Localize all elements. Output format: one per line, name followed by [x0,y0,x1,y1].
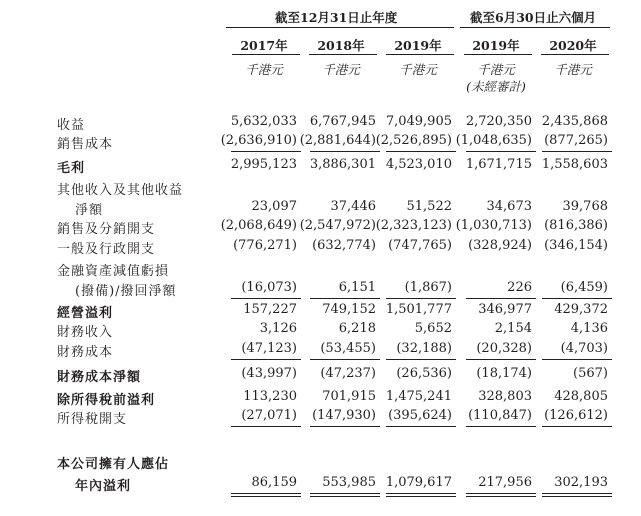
row-value: (877,265) [544,133,608,148]
year-rule-5 [541,54,609,55]
row-value: (567) [573,366,608,381]
row-label: 財務收入 [57,325,114,340]
year-header-2018: 2018年 [317,38,365,53]
year-header-2019-interim: 2019年 [472,38,520,53]
row-value: (32,188) [396,341,452,356]
row-label: 經營溢利 [57,306,114,321]
row-value: 6,218 [338,321,376,336]
row-value: 2,995,123 [230,157,297,172]
row-value: 23,097 [251,199,297,214]
row-value: (1,030,713) [455,218,532,233]
row-value: (47,123) [241,341,297,356]
total-rule [386,298,456,299]
row-value: 3,126 [259,321,297,336]
total-rule [310,151,380,152]
row-value: 302,193 [554,475,608,490]
year-rule-4 [464,54,532,55]
row-value: (16,073) [241,280,297,295]
row-value: (747,765) [388,238,452,253]
row-value: (43,997) [241,366,297,381]
row-value: (6,459) [560,280,608,295]
total-rule [466,298,536,299]
total-rule [542,298,612,299]
total-rule [466,151,536,152]
total-rule [542,426,612,427]
row-value: (2,881,644) [299,133,376,148]
row-label: 年內溢利 [75,479,132,494]
unit-header: 千港元 [245,62,283,77]
row-value: (53,455) [320,341,376,356]
row-value: 4,136 [570,321,608,336]
unit-header: 千港元 [399,62,437,77]
row-value: (26,536) [396,366,452,381]
row-label: 除所得稅前溢利 [57,393,156,408]
row-value: (1,867) [404,280,452,295]
row-value: 2,154 [494,321,532,336]
row-value: (147,930) [312,408,376,423]
row-value: 7,049,905 [385,114,452,129]
row-value: 1,475,241 [385,389,452,404]
total-rule [542,493,612,494]
row-value: (2,323,123) [375,218,452,233]
row-value: 86,159 [251,475,297,490]
row-label: 其他收入及其他收益 [57,183,184,198]
row-value: 226 [507,280,532,295]
row-value: 34,673 [486,199,532,214]
row-label: 所得稅開支 [57,412,128,427]
total-rule [386,359,456,360]
total-rule [231,151,301,152]
row-label: (撥備)/撥回淨額 [75,284,177,299]
total-rule [386,496,456,497]
total-rule [310,298,380,299]
row-value: 4,523,010 [385,157,452,172]
total-rule [310,493,380,494]
total-rule [386,493,456,494]
row-value: 157,227 [243,302,297,317]
total-rule [542,359,612,360]
total-rule [466,496,536,497]
row-value: 6,767,945 [309,114,376,129]
total-rule [310,426,380,427]
total-rule [231,493,301,494]
unit-header: 千港元 [554,62,592,77]
total-rule [466,359,536,360]
row-value: (27,071) [241,408,297,423]
row-label: 財務成本淨額 [57,370,142,385]
row-value: 113,230 [243,389,297,404]
row-label: 本公司擁有人應佔 [57,457,170,472]
year-header-2017: 2017年 [240,38,288,53]
row-value: 428,805 [554,389,608,404]
total-rule [231,298,301,299]
year-rule-1 [232,54,300,55]
row-value: (776,271) [233,238,297,253]
row-value: 51,522 [406,199,452,214]
row-value: 2,720,350 [465,114,532,129]
total-rule [386,426,456,427]
row-value: (328,924) [468,238,532,253]
year-rule-2 [309,54,377,55]
header-group-interim: 截至6月30日止六個月 [470,10,597,25]
row-value: (632,774) [312,238,376,253]
row-label: 收益 [57,118,86,133]
row-value: (18,174) [476,366,532,381]
row-value: 2,435,868 [541,114,608,129]
row-value: 3,886,301 [309,157,376,172]
total-rule [310,359,380,360]
total-rule [231,359,301,360]
row-label: 金融資產減值虧損 [57,264,170,279]
row-value: (1,048,635) [455,133,532,148]
total-rule [231,496,301,497]
row-label: 淨額 [75,203,104,218]
row-value: (2,547,972) [299,218,376,233]
row-value: (110,847) [468,408,532,423]
row-value: 553,985 [322,475,376,490]
row-value: (816,386) [544,218,608,233]
row-label: 財務成本 [57,345,114,360]
total-rule [466,426,536,427]
header-group-interim-rule [460,27,610,28]
row-label: 銷售及分銷開支 [57,222,156,237]
header-group-annual: 截至12月31日止年度 [275,10,398,25]
row-value: 1,079,617 [385,475,452,490]
total-rule [231,426,301,427]
row-value: 749,152 [322,302,376,317]
row-value: 1,501,777 [385,302,452,317]
row-value: (20,328) [476,341,532,356]
row-value: 217,956 [478,475,532,490]
total-rule [542,496,612,497]
row-value: (126,612) [544,408,608,423]
total-rule [310,496,380,497]
row-value: 37,446 [330,199,376,214]
row-value: 429,372 [554,302,608,317]
unit-header: 千港元 [322,62,360,77]
row-value: (2,526,895) [375,133,452,148]
row-value: 39,768 [562,199,608,214]
row-value: 1,558,603 [541,157,608,172]
row-label: 銷售成本 [57,137,114,152]
row-label: 毛利 [57,161,86,176]
unit-header: 千港元 [477,62,515,77]
total-rule [466,493,536,494]
row-value: 328,803 [478,389,532,404]
row-value: 1,671,715 [465,157,532,172]
row-value: (395,624) [388,408,452,423]
row-value: 5,652 [414,321,452,336]
row-value: (2,068,649) [220,218,297,233]
unaudited-note: (未經審計) [466,79,526,94]
header-group-annual-rule [226,27,454,28]
total-rule [386,151,456,152]
row-value: (2,636,910) [220,133,297,148]
row-value: (4,703) [560,341,608,356]
year-rule-3 [386,54,454,55]
row-value: 5,632,033 [230,114,297,129]
row-value: 6,151 [338,280,376,295]
total-rule [542,151,612,152]
row-label: 一般及行政開支 [57,242,156,257]
row-value: (47,237) [320,366,376,381]
row-value: 701,915 [322,389,376,404]
year-header-2019: 2019年 [394,38,442,53]
row-value: (346,154) [544,238,608,253]
row-value: 346,977 [478,302,532,317]
year-header-2020-interim: 2020年 [549,38,597,53]
